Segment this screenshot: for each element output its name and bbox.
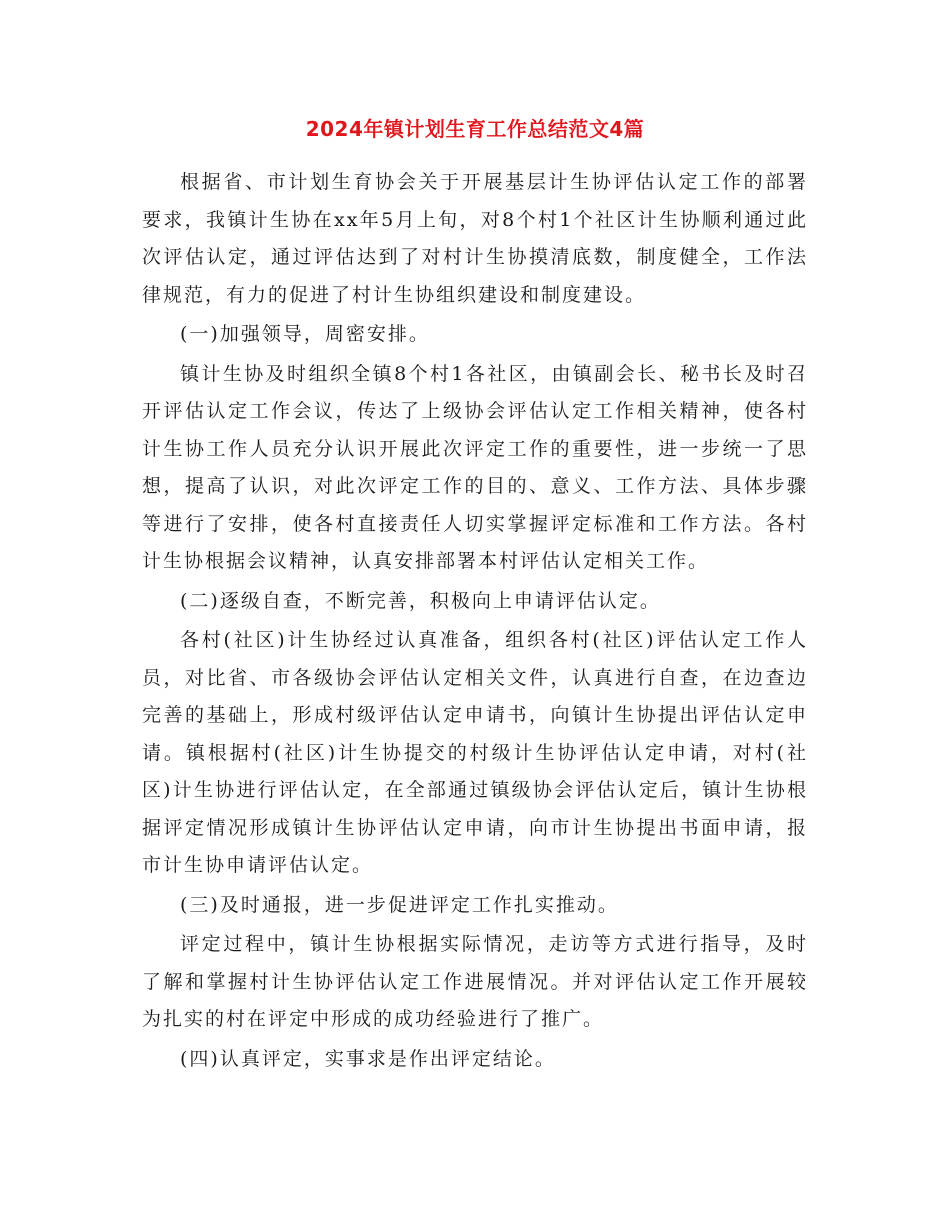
paragraph-section-3: 评定过程中，镇计生协根据实际情况，走访等方式进行指导，及时了解和掌握村计生协评估认定工作进展情况。并对评估认定工作开展较为扎实的村在评定中形成的成功经验进行了推广。 <box>142 933 808 1030</box>
document-body <box>142 164 808 1078</box>
section-heading-2: (二)逐级自查，不断完善，积极向上申请评估认定。 <box>180 589 661 612</box>
section-heading-4: (四)认真评定，实事求是作出评定结论。 <box>180 1047 556 1070</box>
section-heading-1: (一)加强领导，周密安排。 <box>180 323 430 345</box>
document-title: 2024年镇计划生育工作总结范文4篇 <box>305 117 645 141</box>
paragraph-section-2: 各村(社区)计生协经过认真准备，组织各村(社区)评估认定工作人员，对比省、市各级协会评估认定相关文件，认真进行自查，在边查边完善的基础上，形成村级评估认定申请书，向镇计生协提出评估认定申请。镇根据村(社区)计生协提交的村级计生协评估认定申请，对村(社区)计生协进行评估认定，在全部通过镇级协会评估认定后，镇计生协根据评定情况形成镇计生协评估认定申请，向市计生协提出书面申请，报市计生协申请评估认定。 <box>142 629 808 876</box>
paragraph-section-1: 镇计生协及时组织全镇8个村1各社区，由镇副会长、秘书长及时召开评估认定工作会议，传达了上级协会评估认定工作相关精神，使各村计生协工作人员充分认识开展此次评定工作的重要性，进一步统一了思想，提高了认识，对此次评定工作的目的、意义、工作方法、具体步骤等进行了安排，使各村直接责任人切实掌握评定标准和工作方法。各村计生协根据会议精神，认真安排部署本村评估认定相关工作。 <box>142 362 808 572</box>
paragraph-intro: 根据省、市计划生育协会关于开展基层计生协评估认定工作的部署要求，我镇计生协在xx年5月上旬，对8个村1个社区计生协顺利通过此次评估认定，通过评估达到了对村计生协摸清底数，制度健全，工作法律规范，有力的促进了村计生协组织建设和制度建设。 <box>142 171 808 306</box>
section-heading-3: (三)及时通报，进一步促进评定工作扎实推动。 <box>180 893 619 916</box>
